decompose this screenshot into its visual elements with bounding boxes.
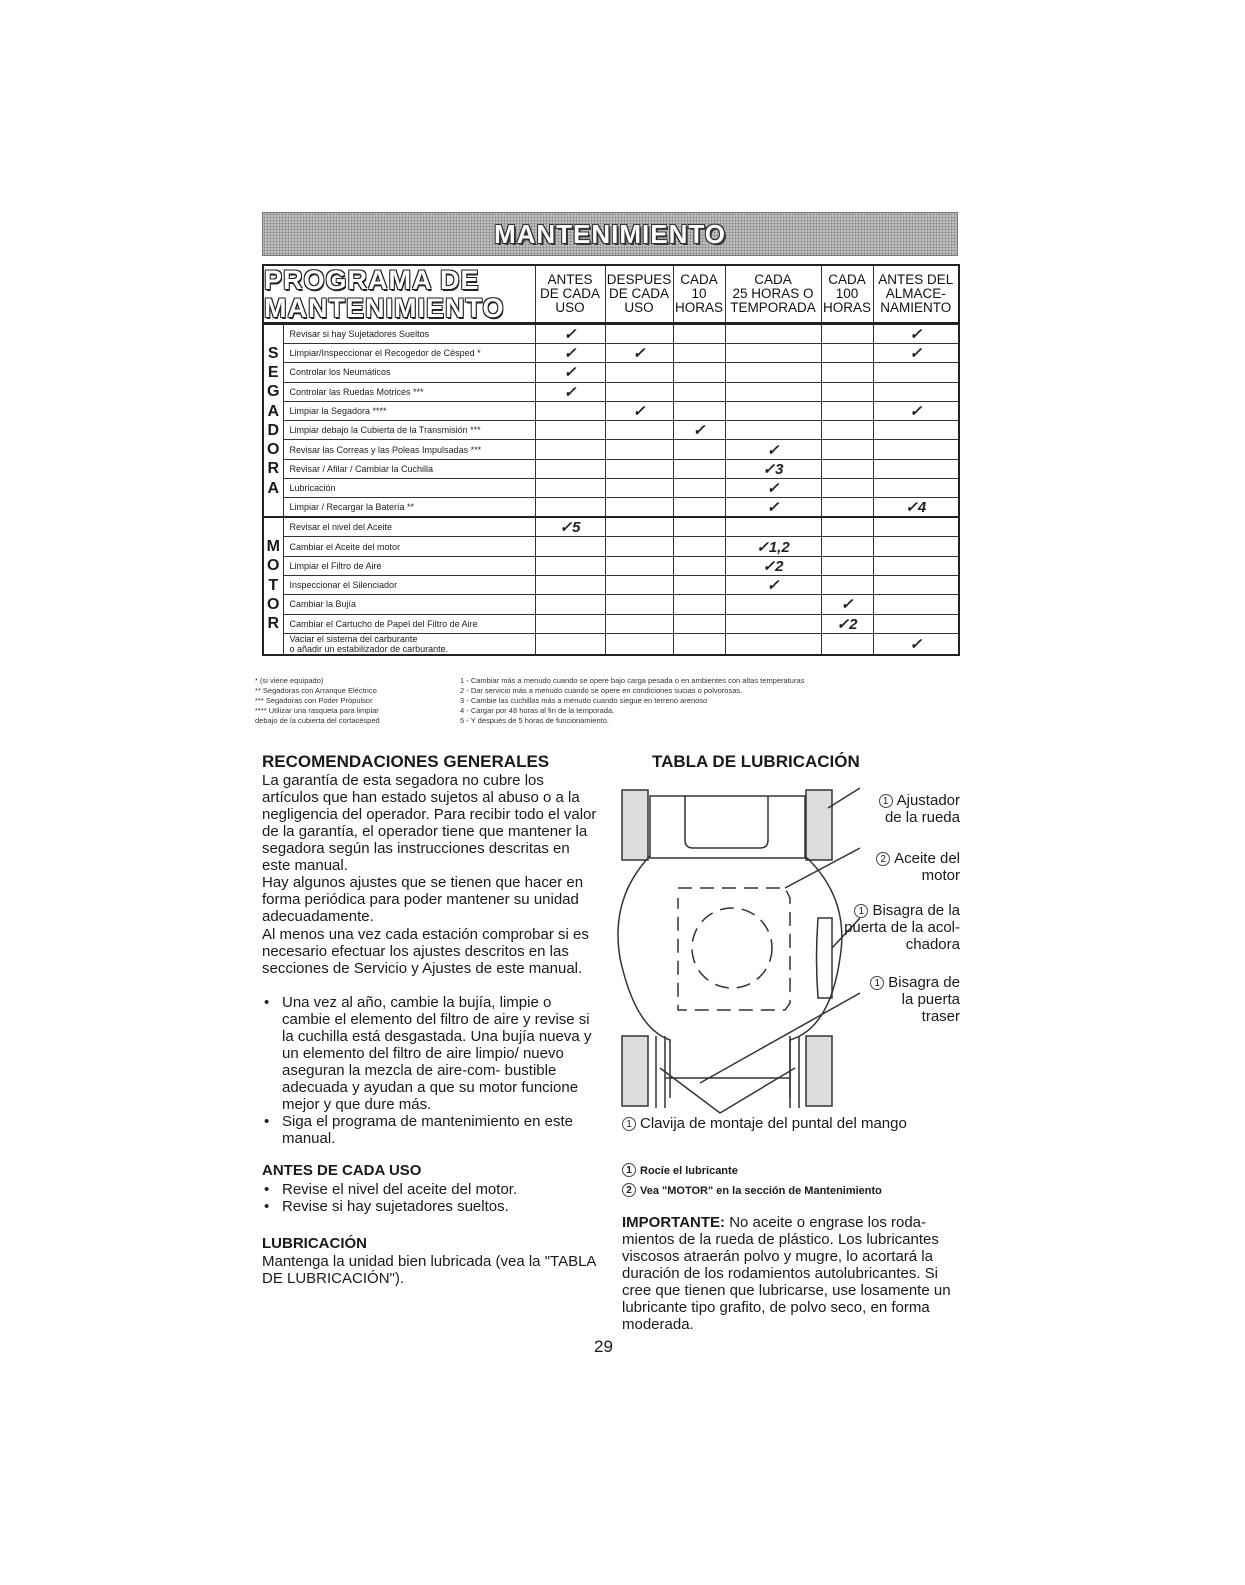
empty-cell	[725, 344, 821, 363]
check-mark: ✓2	[725, 556, 821, 575]
side-letter: E	[263, 363, 283, 382]
rear-wheel-right	[806, 790, 832, 860]
task-cell: Limpiar/Inspeccionar el Recogedor de Césped *	[283, 344, 535, 363]
side-letter: O	[263, 440, 283, 459]
empty-cell	[725, 614, 821, 633]
empty-cell	[821, 440, 873, 459]
front-wheel-left	[622, 1036, 648, 1106]
empty-cell	[605, 498, 673, 518]
callout-number: 1	[879, 794, 893, 808]
callout-number: 1	[870, 976, 884, 990]
task-cell: Revisar si hay Sujetadores Sueltos	[283, 324, 535, 344]
empty-cell	[673, 382, 725, 401]
label-engine-oil: 2 Aceite del motor	[860, 850, 960, 884]
antes-heading: ANTES DE CADA USO	[262, 1162, 422, 1179]
list-item: • Revise el nivel del aceite del motor.	[262, 1181, 602, 1198]
side-letter: O	[263, 556, 283, 575]
empty-cell	[605, 537, 673, 556]
check-mark: ✓	[873, 633, 959, 655]
footnote: 3 - Cambie las cuchillas más a menudo cuando siegue en terreno arenoso	[460, 696, 708, 705]
task-cell: Lubricación	[283, 479, 535, 498]
empty-cell	[821, 633, 873, 655]
table-row	[263, 556, 959, 575]
leader-line	[660, 1068, 795, 1113]
check-mark: ✓3	[725, 459, 821, 478]
side-cell	[263, 324, 283, 344]
side-letter: O	[263, 595, 283, 614]
table-row	[263, 344, 959, 363]
check-mark: ✓	[873, 401, 959, 420]
recommendations-paragraph: La garantía de esta segadora no cubre los artículos que han estado sujetos al abuso o a la negligencia del operador. Para recibir todo el valor de la garantía, el operador tiene que mantener la segadora según las instrucciones descritas en este manual.	[262, 772, 597, 874]
table-row	[263, 440, 959, 459]
check-mark: ✓1,2	[725, 537, 821, 556]
table-row	[263, 363, 959, 382]
check-mark: ✓	[725, 479, 821, 498]
important-text: No aceite o engrase los roda- mientos de la rueda de plástico. Los lubricantes viscosos atraerán polvo y mugre, lo acortará la duración de los rodamientos autolubricantes. Si cree que tienen que lubricarse, use losamente un lubricante tipo grafito, de polvo seco, en forma moderada.	[622, 1214, 951, 1333]
footnote: *** Segadoras con Poder Propulsor	[255, 696, 373, 705]
schedule-title-line2: MANTENIMIENTO	[264, 293, 505, 323]
section-title: MANTENIMIENTO	[493, 218, 727, 249]
side-letter: A	[263, 401, 283, 420]
side-letter: R	[263, 459, 283, 478]
empty-cell	[535, 421, 605, 440]
list-item: • Una vez al año, cambie la bujía, limpie o cambie el elemento del filtro de aire y revise si la cuchilla está desgastada. Una bujía nueva y un elemento del filtro de aire limpio/ nuevo aseguran la mezcla de aire-com- bustible adecuada y ayudan a que su motor funcione mejor y que dure más.	[262, 994, 602, 1113]
empty-cell	[873, 517, 959, 537]
empty-cell	[821, 498, 873, 518]
empty-cell	[821, 459, 873, 478]
check-mark: ✓	[605, 401, 673, 420]
empty-cell	[605, 556, 673, 575]
task-cell: Limpiar / Recargar la Batería **	[283, 498, 535, 518]
empty-cell	[821, 479, 873, 498]
rear-wheel-left	[622, 790, 648, 860]
empty-cell	[535, 575, 605, 594]
column-header: ANTES DEL ALMACE- NAMIENTO	[873, 265, 959, 324]
empty-cell	[535, 633, 605, 655]
footnote: 5 - Y después de 5 horas de funcionamiento.	[460, 716, 609, 725]
side-letter: M	[263, 537, 283, 556]
maintenance-schedule-table	[262, 264, 960, 656]
section-banner	[262, 212, 958, 256]
label-handle-pin: 1 Clavija de montaje del puntal del mango	[622, 1115, 907, 1132]
empty-cell	[821, 556, 873, 575]
empty-cell	[821, 401, 873, 420]
task-cell: Cambiar la Bujía	[283, 595, 535, 614]
handle-strut-right	[790, 1036, 799, 1108]
check-mark: ✓	[873, 324, 959, 344]
column-header: CADA 100 HORAS	[821, 265, 873, 324]
empty-cell	[821, 575, 873, 594]
empty-cell	[821, 382, 873, 401]
empty-cell	[821, 324, 873, 344]
empty-cell	[873, 421, 959, 440]
empty-cell	[873, 440, 959, 459]
check-mark: ✓	[535, 344, 605, 363]
side-letter: R	[263, 614, 283, 633]
empty-cell	[535, 498, 605, 518]
column-header: CADA 10 HORAS	[673, 265, 725, 324]
callout-number: 2	[876, 852, 890, 866]
schedule-footnotes	[255, 676, 965, 726]
footnote: ** Segadoras con Arranque Eléctrico	[255, 686, 377, 695]
recommendations-heading: RECOMENDACIONES GENERALES	[262, 752, 550, 771]
empty-cell	[673, 498, 725, 518]
side-letter: A	[263, 479, 283, 498]
table-row	[263, 382, 959, 401]
list-item: • Revise si hay sujetadores sueltos.	[262, 1198, 602, 1215]
page-number: 29	[594, 1337, 613, 1356]
empty-cell	[821, 537, 873, 556]
front-wheel-right	[806, 1036, 832, 1106]
list-item: • Siga el programa de mantenimiento en este manual.	[262, 1113, 602, 1147]
side-cell	[263, 633, 283, 655]
empty-cell	[873, 537, 959, 556]
empty-cell	[673, 633, 725, 655]
legend-spray-lubricant: 1 Rocíe el lubricante	[622, 1163, 738, 1177]
check-mark: ✓	[535, 363, 605, 382]
empty-cell	[725, 401, 821, 420]
task-cell: Vaciar el sistema del carburante o añadir un estabilizador de carburante.	[283, 633, 535, 655]
empty-cell	[821, 344, 873, 363]
task-cell: Limpiar debajo la Cubierta de la Transmisión ***	[283, 421, 535, 440]
empty-cell	[725, 363, 821, 382]
check-mark: ✓	[725, 440, 821, 459]
table-row	[263, 517, 959, 537]
empty-cell	[673, 401, 725, 420]
empty-cell	[725, 517, 821, 537]
empty-cell	[605, 440, 673, 459]
schedule-title	[263, 265, 535, 324]
footnote: 2 - Dar servicio más a menudo cuando se opere en condiciones sucias o polvorosas.	[460, 686, 743, 695]
mulching-door	[817, 918, 833, 998]
side-letter: D	[263, 421, 283, 440]
task-cell: Limpiar el Filtro de Aire	[283, 556, 535, 575]
check-mark: ✓	[673, 421, 725, 440]
label-wheel-adjuster: 1 Ajustador de la rueda	[860, 792, 960, 826]
empty-cell	[535, 440, 605, 459]
check-mark: ✓	[725, 498, 821, 518]
empty-cell	[673, 575, 725, 594]
label-rear-door-hinge: 1 Bisagra de la puerta traser	[860, 974, 960, 1025]
empty-cell	[673, 556, 725, 575]
empty-cell	[673, 595, 725, 614]
callout-number: 2	[622, 1183, 636, 1197]
task-cell: Cambiar el Aceite del motor	[283, 537, 535, 556]
empty-cell	[725, 595, 821, 614]
empty-cell	[605, 517, 673, 537]
table-row	[263, 575, 959, 594]
empty-cell	[605, 595, 673, 614]
callout-number: 1	[854, 904, 868, 918]
table-row	[263, 479, 959, 498]
footnotes-right	[460, 676, 965, 726]
leader-line	[700, 993, 860, 1083]
check-mark: ✓	[725, 575, 821, 594]
handle-strut-left	[656, 1036, 665, 1108]
empty-cell	[605, 324, 673, 344]
check-mark: ✓	[873, 344, 959, 363]
task-cell: Revisar / Afilar / Cambiar la Cuchilla	[283, 459, 535, 478]
table-row	[263, 614, 959, 633]
table-row	[263, 421, 959, 440]
footnote: 4 - Cargar por 48 horas al fin de la temporada.	[460, 706, 615, 715]
antes-list	[262, 1181, 602, 1215]
footnote: * (si viene equipado)	[255, 676, 324, 685]
empty-cell	[535, 614, 605, 633]
side-cell	[263, 517, 283, 537]
empty-cell	[725, 633, 821, 655]
footnotes-left	[255, 676, 460, 726]
empty-cell	[673, 363, 725, 382]
empty-cell	[873, 556, 959, 575]
empty-cell	[873, 363, 959, 382]
empty-cell	[605, 459, 673, 478]
lubrication-text: Mantenga la unidad bien lubricada (vea la "TABLA DE LUBRICACIÓN").	[262, 1253, 596, 1287]
empty-cell	[673, 440, 725, 459]
empty-cell	[673, 537, 725, 556]
empty-cell	[821, 363, 873, 382]
empty-cell	[535, 479, 605, 498]
side-cell	[263, 498, 283, 518]
important-label: IMPORTANTE:	[622, 1214, 726, 1231]
empty-cell	[821, 421, 873, 440]
empty-cell	[821, 517, 873, 537]
task-cell: Revisar el nivel del Aceite	[283, 517, 535, 537]
task-cell: Inspeccionar el Silenciador	[283, 575, 535, 594]
recommendations-paragraph: Hay algunos ajustes que se tienen que hacer en forma periódica para poder mantener su unidad adecuadamente.	[262, 874, 584, 925]
callout-number: 1	[622, 1117, 636, 1131]
table-row	[263, 498, 959, 518]
empty-cell	[535, 595, 605, 614]
task-cell: Revisar las Correas y las Poleas Impulsadas ***	[283, 440, 535, 459]
callout-number: 1	[622, 1163, 636, 1177]
important-note	[622, 1214, 962, 1333]
table-row	[263, 324, 959, 344]
side-letter: G	[263, 382, 283, 401]
table-row	[263, 537, 959, 556]
column-header: DESPUES DE CADA USO	[605, 265, 673, 324]
empty-cell	[673, 614, 725, 633]
lawnmower-diagram	[610, 778, 860, 1118]
empty-cell	[535, 556, 605, 575]
empty-cell	[725, 421, 821, 440]
empty-cell	[605, 479, 673, 498]
task-cell: Cambiar el Cartucho de Papel del Filtro de Aire	[283, 614, 535, 633]
footnote: **** Utilizar una rasqueta para limpiar	[255, 706, 379, 715]
engine-outline	[678, 888, 790, 1010]
lubrication-chart-heading: TABLA DE LUBRICACIÓN	[652, 752, 860, 771]
check-mark: ✓2	[821, 614, 873, 633]
empty-cell	[873, 382, 959, 401]
footnote: debajo de la cubierta del cortacésped	[255, 716, 380, 725]
table-row	[263, 633, 959, 655]
schedule-title-line1: PROGRAMA DE	[264, 265, 480, 295]
footnote: 1 - Cambiar más a menudo cuando se opere bajo carga pesada o en ambientes con altas temperaturas	[460, 676, 805, 685]
label-mulching-door-hinge: 1 Bisagra de la puerta de la acol- chadora	[844, 902, 960, 953]
task-cell: Limpiar la Segadora ****	[283, 401, 535, 420]
check-mark: ✓5	[535, 517, 605, 537]
empty-cell	[873, 595, 959, 614]
empty-cell	[605, 382, 673, 401]
side-letter: T	[263, 575, 283, 594]
check-mark: ✓	[821, 595, 873, 614]
empty-cell	[725, 324, 821, 344]
engine-cap	[692, 908, 772, 988]
empty-cell	[535, 459, 605, 478]
empty-cell	[605, 575, 673, 594]
legend-see-motor: 2 Vea "MOTOR" en la sección de Mantenimiento	[622, 1183, 882, 1197]
empty-cell	[605, 614, 673, 633]
task-cell: Controlar los Neumáticos	[283, 363, 535, 382]
lubrication-heading: LUBRICACIÓN	[262, 1235, 367, 1252]
check-mark: ✓	[535, 382, 605, 401]
empty-cell	[605, 633, 673, 655]
table-row	[263, 401, 959, 420]
empty-cell	[725, 382, 821, 401]
empty-cell	[873, 459, 959, 478]
task-cell: Controlar las Ruedas Motrices ***	[283, 382, 535, 401]
empty-cell	[873, 575, 959, 594]
column-header: CADA 25 HORAS O TEMPORADA	[725, 265, 821, 324]
check-mark: ✓	[605, 344, 673, 363]
table-row	[263, 595, 959, 614]
check-mark: ✓4	[873, 498, 959, 518]
empty-cell	[605, 363, 673, 382]
check-mark: ✓	[535, 324, 605, 344]
recommendations-paragraph: Al menos una vez cada estación comprobar si es necesario efectuar los ajustes descritos en las secciones de Servicio y Ajustes de este manual.	[262, 926, 589, 977]
empty-cell	[873, 479, 959, 498]
empty-cell	[873, 614, 959, 633]
empty-cell	[673, 344, 725, 363]
side-letter: S	[263, 344, 283, 363]
empty-cell	[605, 421, 673, 440]
empty-cell	[673, 517, 725, 537]
table-row	[263, 459, 959, 478]
leader-line	[828, 788, 860, 808]
empty-cell	[535, 401, 605, 420]
empty-cell	[673, 479, 725, 498]
recommendations-list	[262, 994, 602, 1147]
empty-cell	[535, 537, 605, 556]
empty-cell	[673, 459, 725, 478]
empty-cell	[673, 324, 725, 344]
column-header: ANTES DE CADA USO	[535, 265, 605, 324]
schedule-header-row	[263, 265, 959, 324]
